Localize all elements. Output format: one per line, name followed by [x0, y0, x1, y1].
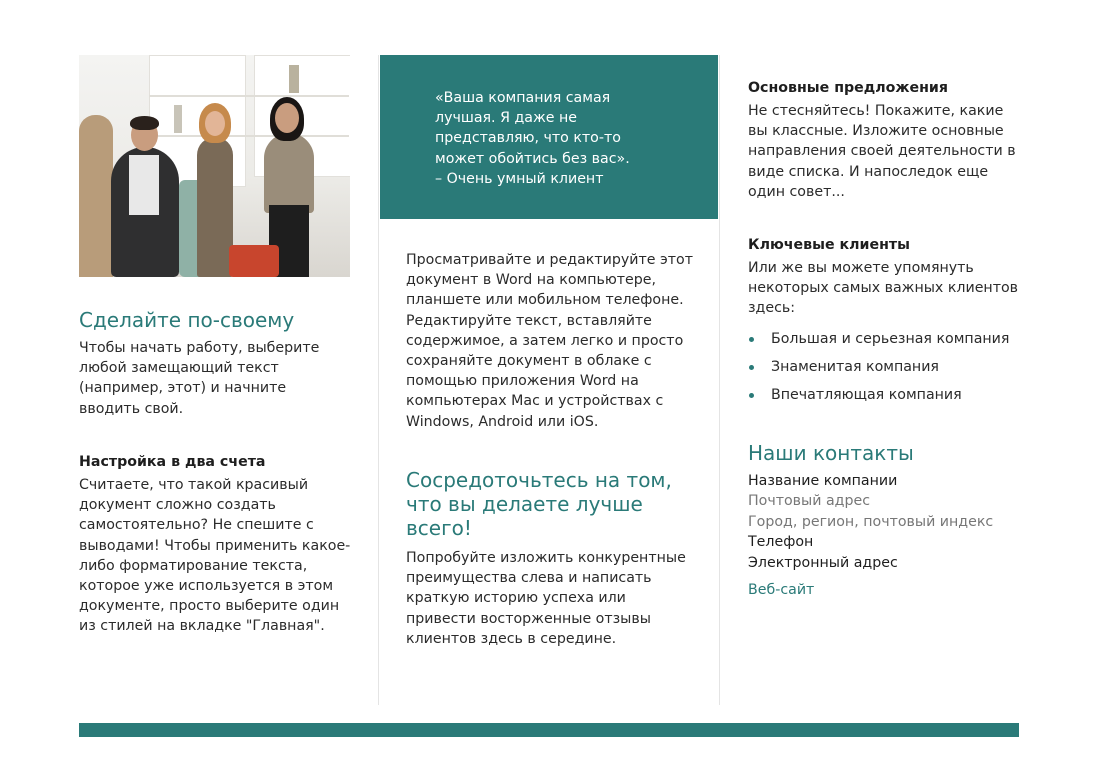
column-divider-right	[719, 55, 720, 705]
left-intro-text: Чтобы начать работу, выберите любой замещающий текст (например, этот) и начните вводить свой.	[79, 340, 320, 417]
footer-accent-bar	[79, 723, 1019, 737]
testimonial-box	[380, 55, 718, 219]
left-body-text: Считаете, что такой красивый документ сложно создать самостоятельно? Не спешите с выводами! Чтобы применить какое-либо форматирование текста, которое уже используется в этом документе, просто выберите один из стилей на вкладке "Главная".	[79, 477, 351, 635]
middle-body-text-2: Попробуйте изложить конкурентные преимущества слева и написать краткую историю успеха или привести восторженные отзывы клиентов здесь в середине.	[406, 550, 686, 647]
postal-address: Почтовый адрес	[748, 493, 871, 510]
client-name: Большая и серьезная компания	[771, 331, 1010, 347]
website-link[interactable]: Веб-сайт	[748, 582, 815, 599]
offers-heading: Основные предложения	[748, 80, 948, 96]
middle-body-text: Просматривайте и редактируйте этот документ в Word на компьютере, планшете или мобильном телефоне. Редактируйте текст, вставляйте содержимое, а затем легко и просто сохраняйте документ в облаке с помощью приложения Word на компьютерах Mac и устройствах с Windows, Android или iOS.	[406, 252, 693, 430]
contact-block	[748, 471, 1038, 600]
list-item	[748, 329, 1038, 357]
client-name: Знаменитая компания	[771, 359, 939, 375]
testimonial-quote: «Ваша компания самая лучшая. Я даже не представляю, что кто-то может обойтись без вас». – Очень умный клиент	[435, 90, 630, 187]
clients-list	[748, 329, 1038, 413]
bullet-icon	[749, 365, 754, 370]
company-name: Название компании	[748, 473, 898, 489]
bullet-icon	[749, 393, 754, 398]
city-region-zip: Город, регион, почтовый индекс	[748, 513, 994, 530]
list-item	[748, 385, 1038, 413]
column-divider-left	[378, 55, 379, 705]
team-photo	[79, 55, 350, 277]
left-heading: Сделайте по-своему	[79, 308, 295, 332]
clients-heading: Ключевые клиенты	[748, 237, 910, 253]
left-subheading: Настройка в два счета	[79, 454, 266, 470]
client-name: Впечатляющая компания	[771, 387, 962, 403]
email: Электронный адрес	[748, 554, 898, 571]
contacts-heading: Наши контакты	[748, 441, 914, 465]
middle-heading: Сосредоточьтесь на том, что вы делаете лучше всего!	[406, 468, 672, 540]
clients-body-text: Или же вы можете упомянуть некоторых самых важных клиентов здесь:	[748, 260, 1019, 317]
offers-body-text: Не стесняйтесь! Покажите, какие вы классные. Изложите основные направления своей деятельности в виде списка. И напоследок еще один совет...	[748, 103, 1016, 200]
phone: Телефон	[748, 534, 814, 551]
list-item	[748, 357, 1038, 385]
bullet-icon	[749, 337, 754, 342]
